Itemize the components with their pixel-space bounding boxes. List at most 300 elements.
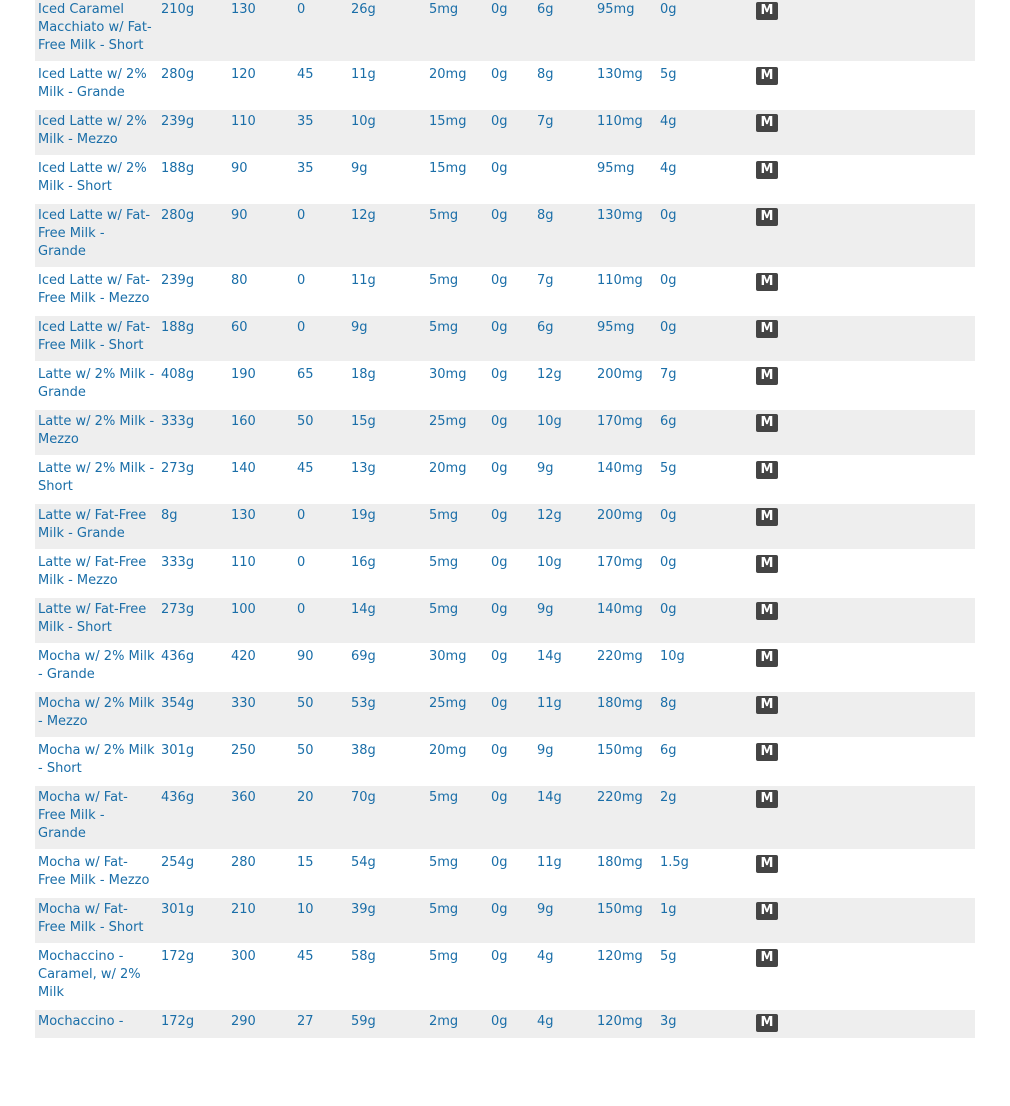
item-name-link[interactable]: Iced Latte w/ Fat-Free Milk - Grande [38, 208, 151, 259]
serving-size-value: 436g [161, 649, 195, 664]
sugars-cell [348, 409, 426, 456]
calories-cell [228, 156, 294, 203]
calories-cell [228, 362, 294, 409]
badge-cell [753, 0, 975, 62]
cholesterol-cell [426, 203, 488, 268]
fat-calories-value: 0 [297, 508, 306, 523]
calories-value: 250 [231, 743, 256, 758]
sodium-cell [594, 944, 657, 1009]
total-fat-value: 4g [660, 114, 677, 129]
serving-size-cell [158, 409, 228, 456]
m-badge-icon[interactable]: M [756, 461, 778, 479]
protein-value: 9g [537, 902, 554, 917]
total-fat-value: 7g [660, 367, 677, 382]
item-name-link[interactable]: Mocha w/ Fat-Free Milk - Grande [38, 790, 128, 841]
sodium-cell [594, 691, 657, 738]
sugars-value: 18g [351, 367, 376, 382]
item-name-link[interactable]: Mocha w/ 2% Milk - Mezzo [38, 696, 155, 729]
table-row [35, 691, 975, 738]
total-fat-value: 8g [660, 696, 677, 711]
protein-value: 10g [537, 414, 562, 429]
cholesterol-value: 25mg [429, 414, 467, 429]
sugars-cell [348, 0, 426, 62]
cholesterol-value: 5mg [429, 949, 459, 964]
protein-value: 7g [537, 273, 554, 288]
cholesterol-cell [426, 362, 488, 409]
cholesterol-cell [426, 315, 488, 362]
total-fat-value: 0g [660, 508, 677, 523]
cholesterol-cell [426, 156, 488, 203]
total-fat-cell [657, 850, 753, 897]
serving-size-value: 188g [161, 320, 195, 335]
trans-fat-cell [488, 109, 534, 156]
badge-cell [753, 62, 975, 109]
protein-value: 14g [537, 649, 562, 664]
protein-cell [534, 550, 594, 597]
badge-cell [753, 456, 975, 503]
total-fat-value: 4g [660, 161, 677, 176]
item-name-link[interactable]: Latte w/ 2% Milk - Short [38, 461, 155, 494]
table-row [35, 268, 975, 315]
serving-size-cell [158, 268, 228, 315]
badge-cell [753, 944, 975, 1009]
trans-fat-value: 0g [491, 555, 508, 570]
m-badge-icon[interactable]: M [756, 114, 778, 132]
cholesterol-cell [426, 850, 488, 897]
sodium-value: 130mg [597, 67, 643, 82]
m-badge-icon[interactable]: M [756, 649, 778, 667]
serving-size-cell [158, 456, 228, 503]
m-badge-icon[interactable]: M [756, 273, 778, 291]
m-badge-icon[interactable]: M [756, 855, 778, 873]
table-row [35, 644, 975, 691]
item-name-cell [35, 362, 158, 409]
serving-size-value: 280g [161, 208, 195, 223]
sugars-cell [348, 62, 426, 109]
trans-fat-cell [488, 409, 534, 456]
cholesterol-cell [426, 897, 488, 944]
trans-fat-cell [488, 503, 534, 550]
m-badge-icon[interactable]: M [756, 602, 778, 620]
cholesterol-value: 20mg [429, 67, 467, 82]
total-fat-value: 0g [660, 208, 677, 223]
serving-size-value: 210g [161, 2, 195, 17]
fat-calories-cell [294, 597, 348, 644]
badge-cell [753, 156, 975, 203]
calories-cell [228, 268, 294, 315]
item-name-cell [35, 0, 158, 62]
sodium-value: 95mg [597, 161, 635, 176]
calories-value: 90 [231, 208, 248, 223]
cholesterol-value: 20mg [429, 743, 467, 758]
fat-calories-value: 45 [297, 67, 314, 82]
sugars-value: 12g [351, 208, 376, 223]
trans-fat-value: 0g [491, 414, 508, 429]
serving-size-cell [158, 315, 228, 362]
item-name-cell [35, 944, 158, 1009]
cholesterol-value: 5mg [429, 2, 459, 17]
fat-calories-cell [294, 409, 348, 456]
item-name-link[interactable]: Mocha w/ 2% Milk - Grande [38, 649, 155, 682]
sugars-cell [348, 203, 426, 268]
m-badge-icon[interactable]: M [756, 508, 778, 526]
serving-size-cell [158, 503, 228, 550]
m-badge-icon[interactable]: M [756, 367, 778, 385]
total-fat-cell [657, 1009, 753, 1038]
total-fat-value: 5g [660, 461, 677, 476]
sugars-cell [348, 644, 426, 691]
fat-calories-cell [294, 156, 348, 203]
sodium-cell [594, 62, 657, 109]
table-row [35, 738, 975, 785]
serving-size-cell [158, 897, 228, 944]
trans-fat-value: 0g [491, 161, 508, 176]
m-badge-icon[interactable]: M [756, 555, 778, 573]
serving-size-value: 408g [161, 367, 195, 382]
fat-calories-cell [294, 691, 348, 738]
sodium-value: 170mg [597, 414, 643, 429]
cholesterol-value: 5mg [429, 508, 459, 523]
sugars-cell [348, 268, 426, 315]
sugars-value: 19g [351, 508, 376, 523]
m-badge-icon[interactable]: M [756, 1014, 778, 1032]
item-name-link[interactable]: Iced Latte w/ 2% Milk - Grande [38, 67, 147, 100]
sodium-value: 220mg [597, 649, 643, 664]
total-fat-value: 0g [660, 602, 677, 617]
fat-calories-value: 35 [297, 161, 314, 176]
protein-value: 8g [537, 208, 554, 223]
badge-cell [753, 409, 975, 456]
badge-cell [753, 897, 975, 944]
cholesterol-cell [426, 738, 488, 785]
fat-calories-value: 90 [297, 649, 314, 664]
serving-size-value: 333g [161, 555, 195, 570]
total-fat-cell [657, 62, 753, 109]
calories-value: 60 [231, 320, 248, 335]
cholesterol-cell [426, 944, 488, 1009]
cholesterol-cell [426, 62, 488, 109]
m-badge-icon[interactable]: M [756, 67, 778, 85]
total-fat-cell [657, 0, 753, 62]
badge-cell [753, 550, 975, 597]
total-fat-cell [657, 268, 753, 315]
cholesterol-cell [426, 1009, 488, 1038]
fat-calories-cell [294, 503, 348, 550]
m-badge-icon[interactable]: M [756, 414, 778, 432]
cholesterol-value: 5mg [429, 902, 459, 917]
protein-cell [534, 456, 594, 503]
m-badge-icon[interactable]: M [756, 743, 778, 761]
table-row [35, 550, 975, 597]
item-name-cell [35, 456, 158, 503]
total-fat-value: 0g [660, 320, 677, 335]
trans-fat-cell [488, 456, 534, 503]
sodium-value: 120mg [597, 1014, 643, 1029]
total-fat-value: 1.5g [660, 855, 689, 870]
m-badge-icon[interactable]: M [756, 949, 778, 967]
table-row [35, 850, 975, 897]
sugars-cell [348, 1009, 426, 1038]
calories-cell [228, 0, 294, 62]
fat-calories-cell [294, 315, 348, 362]
serving-size-cell [158, 1009, 228, 1038]
calories-value: 110 [231, 555, 256, 570]
sugars-cell [348, 456, 426, 503]
m-badge-icon[interactable]: M [756, 161, 778, 179]
sodium-cell [594, 850, 657, 897]
fat-calories-value: 45 [297, 949, 314, 964]
protein-cell [534, 362, 594, 409]
item-name-link[interactable]: Iced Caramel Macchiato w/ Fat-Free Milk - Short [38, 2, 152, 53]
protein-value: 6g [537, 2, 554, 17]
sodium-cell [594, 0, 657, 62]
table-row [35, 944, 975, 1009]
table-row [35, 362, 975, 409]
calories-value: 420 [231, 649, 256, 664]
protein-cell [534, 897, 594, 944]
cholesterol-value: 5mg [429, 273, 459, 288]
sugars-cell [348, 550, 426, 597]
trans-fat-value: 0g [491, 208, 508, 223]
nutrition-table-body [35, 0, 975, 1038]
cholesterol-value: 20mg [429, 461, 467, 476]
calories-value: 290 [231, 1014, 256, 1029]
total-fat-cell [657, 156, 753, 203]
item-name-link[interactable]: Mocha w/ 2% Milk - Short [38, 743, 155, 776]
table-row [35, 785, 975, 850]
item-name-cell [35, 597, 158, 644]
item-name-link[interactable]: Mochaccino - [38, 1014, 124, 1029]
badge-cell [753, 850, 975, 897]
item-name-link[interactable]: Iced Latte w/ 2% Milk - Mezzo [38, 114, 147, 147]
serving-size-cell [158, 156, 228, 203]
sugars-value: 70g [351, 790, 376, 805]
protein-cell [534, 62, 594, 109]
sodium-cell [594, 156, 657, 203]
cholesterol-value: 15mg [429, 114, 467, 129]
calories-value: 140 [231, 461, 256, 476]
serving-size-value: 354g [161, 696, 195, 711]
trans-fat-value: 0g [491, 743, 508, 758]
fat-calories-cell [294, 0, 348, 62]
sugars-value: 54g [351, 855, 376, 870]
serving-size-cell [158, 550, 228, 597]
badge-cell [753, 203, 975, 268]
calories-value: 80 [231, 273, 248, 288]
cholesterol-cell [426, 268, 488, 315]
sugars-value: 53g [351, 696, 376, 711]
m-badge-icon[interactable]: M [756, 320, 778, 338]
sugars-value: 15g [351, 414, 376, 429]
sodium-cell [594, 897, 657, 944]
serving-size-value: 254g [161, 855, 195, 870]
cholesterol-cell [426, 785, 488, 850]
badge-cell [753, 362, 975, 409]
item-name-link[interactable]: Mochaccino - Caramel, w/ 2% Milk [38, 949, 141, 1000]
sugars-value: 16g [351, 555, 376, 570]
trans-fat-value: 0g [491, 273, 508, 288]
protein-cell [534, 268, 594, 315]
sugars-cell [348, 785, 426, 850]
protein-cell [534, 503, 594, 550]
fat-calories-value: 20 [297, 790, 314, 805]
sugars-cell [348, 691, 426, 738]
cholesterol-value: 5mg [429, 555, 459, 570]
m-badge-icon[interactable]: M [756, 902, 778, 920]
table-row [35, 315, 975, 362]
cholesterol-cell [426, 409, 488, 456]
cholesterol-value: 15mg [429, 161, 467, 176]
serving-size-cell [158, 944, 228, 1009]
item-name-cell [35, 1009, 158, 1038]
protein-cell [534, 0, 594, 62]
calories-cell [228, 944, 294, 1009]
item-name-link[interactable]: Latte w/ 2% Milk - Mezzo [38, 414, 155, 447]
item-name-link[interactable]: Latte w/ Fat-Free Milk - Mezzo [38, 555, 147, 588]
item-name-link[interactable]: Mocha w/ Fat-Free Milk - Short [38, 902, 144, 935]
sodium-value: 95mg [597, 320, 635, 335]
cholesterol-cell [426, 644, 488, 691]
sodium-value: 150mg [597, 743, 643, 758]
sodium-cell [594, 503, 657, 550]
sugars-value: 26g [351, 2, 376, 17]
serving-size-cell [158, 597, 228, 644]
total-fat-value: 0g [660, 273, 677, 288]
badge-cell [753, 109, 975, 156]
trans-fat-value: 0g [491, 461, 508, 476]
sodium-cell [594, 315, 657, 362]
cholesterol-value: 5mg [429, 602, 459, 617]
cholesterol-value: 5mg [429, 208, 459, 223]
item-name-link[interactable]: Iced Latte w/ 2% Milk - Short [38, 161, 147, 194]
fat-calories-cell [294, 550, 348, 597]
trans-fat-cell [488, 1009, 534, 1038]
trans-fat-value: 0g [491, 949, 508, 964]
table-row [35, 109, 975, 156]
total-fat-cell [657, 897, 753, 944]
item-name-link[interactable]: Latte w/ 2% Milk - Grande [38, 367, 155, 400]
fat-calories-cell [294, 268, 348, 315]
calories-value: 130 [231, 508, 256, 523]
sodium-value: 180mg [597, 696, 643, 711]
sugars-value: 39g [351, 902, 376, 917]
calories-cell [228, 691, 294, 738]
item-name-cell [35, 503, 158, 550]
nutrition-table-container [35, 0, 975, 1038]
serving-size-cell [158, 0, 228, 62]
trans-fat-value: 0g [491, 790, 508, 805]
sugars-value: 14g [351, 602, 376, 617]
item-name-link[interactable]: Latte w/ Fat-Free Milk - Short [38, 602, 147, 635]
trans-fat-cell [488, 738, 534, 785]
sugars-value: 11g [351, 273, 376, 288]
fat-calories-cell [294, 944, 348, 1009]
m-badge-icon[interactable]: M [756, 2, 778, 20]
sugars-cell [348, 315, 426, 362]
sodium-value: 140mg [597, 602, 643, 617]
protein-value: 4g [537, 949, 554, 964]
m-badge-icon[interactable]: M [756, 790, 778, 808]
item-name-cell [35, 203, 158, 268]
sugars-cell [348, 944, 426, 1009]
trans-fat-cell [488, 550, 534, 597]
sodium-cell [594, 362, 657, 409]
m-badge-icon[interactable]: M [756, 696, 778, 714]
item-name-cell [35, 691, 158, 738]
total-fat-cell [657, 362, 753, 409]
fat-calories-cell [294, 109, 348, 156]
total-fat-cell [657, 550, 753, 597]
sodium-value: 130mg [597, 208, 643, 223]
badge-cell [753, 597, 975, 644]
sodium-cell [594, 456, 657, 503]
sodium-cell [594, 785, 657, 850]
badge-cell [753, 503, 975, 550]
protein-cell [534, 1009, 594, 1038]
item-name-link[interactable]: Latte w/ Fat-Free Milk - Grande [38, 508, 147, 541]
sugars-cell [348, 109, 426, 156]
sugars-value: 69g [351, 649, 376, 664]
sugars-cell [348, 850, 426, 897]
calories-cell [228, 409, 294, 456]
item-name-cell [35, 62, 158, 109]
fat-calories-value: 45 [297, 461, 314, 476]
total-fat-cell [657, 409, 753, 456]
calories-value: 100 [231, 602, 256, 617]
fat-calories-value: 50 [297, 696, 314, 711]
item-name-cell [35, 315, 158, 362]
fat-calories-value: 10 [297, 902, 314, 917]
sodium-value: 220mg [597, 790, 643, 805]
fat-calories-cell [294, 1009, 348, 1038]
total-fat-cell [657, 456, 753, 503]
cholesterol-value: 5mg [429, 855, 459, 870]
total-fat-value: 6g [660, 743, 677, 758]
item-name-cell [35, 644, 158, 691]
protein-cell [534, 409, 594, 456]
trans-fat-value: 0g [491, 902, 508, 917]
sugars-cell [348, 597, 426, 644]
item-name-cell [35, 550, 158, 597]
total-fat-cell [657, 738, 753, 785]
sodium-value: 200mg [597, 367, 643, 382]
sodium-value: 120mg [597, 949, 643, 964]
calories-cell [228, 315, 294, 362]
item-name-link[interactable]: Iced Latte w/ Fat-Free Milk - Short [38, 320, 151, 353]
table-row [35, 1009, 975, 1038]
m-badge-icon[interactable]: M [756, 208, 778, 226]
trans-fat-cell [488, 0, 534, 62]
fat-calories-value: 0 [297, 273, 306, 288]
item-name-link[interactable]: Mocha w/ Fat-Free Milk - Mezzo [38, 855, 150, 888]
cholesterol-value: 30mg [429, 367, 467, 382]
total-fat-cell [657, 503, 753, 550]
sodium-value: 180mg [597, 855, 643, 870]
fat-calories-cell [294, 203, 348, 268]
sodium-cell [594, 109, 657, 156]
total-fat-cell [657, 644, 753, 691]
fat-calories-value: 0 [297, 602, 306, 617]
item-name-link[interactable]: Iced Latte w/ Fat-Free Milk - Mezzo [38, 273, 151, 306]
serving-size-value: 239g [161, 114, 195, 129]
trans-fat-cell [488, 785, 534, 850]
calories-cell [228, 644, 294, 691]
serving-size-cell [158, 850, 228, 897]
protein-value: 12g [537, 508, 562, 523]
calories-cell [228, 597, 294, 644]
trans-fat-value: 0g [491, 367, 508, 382]
table-row [35, 203, 975, 268]
